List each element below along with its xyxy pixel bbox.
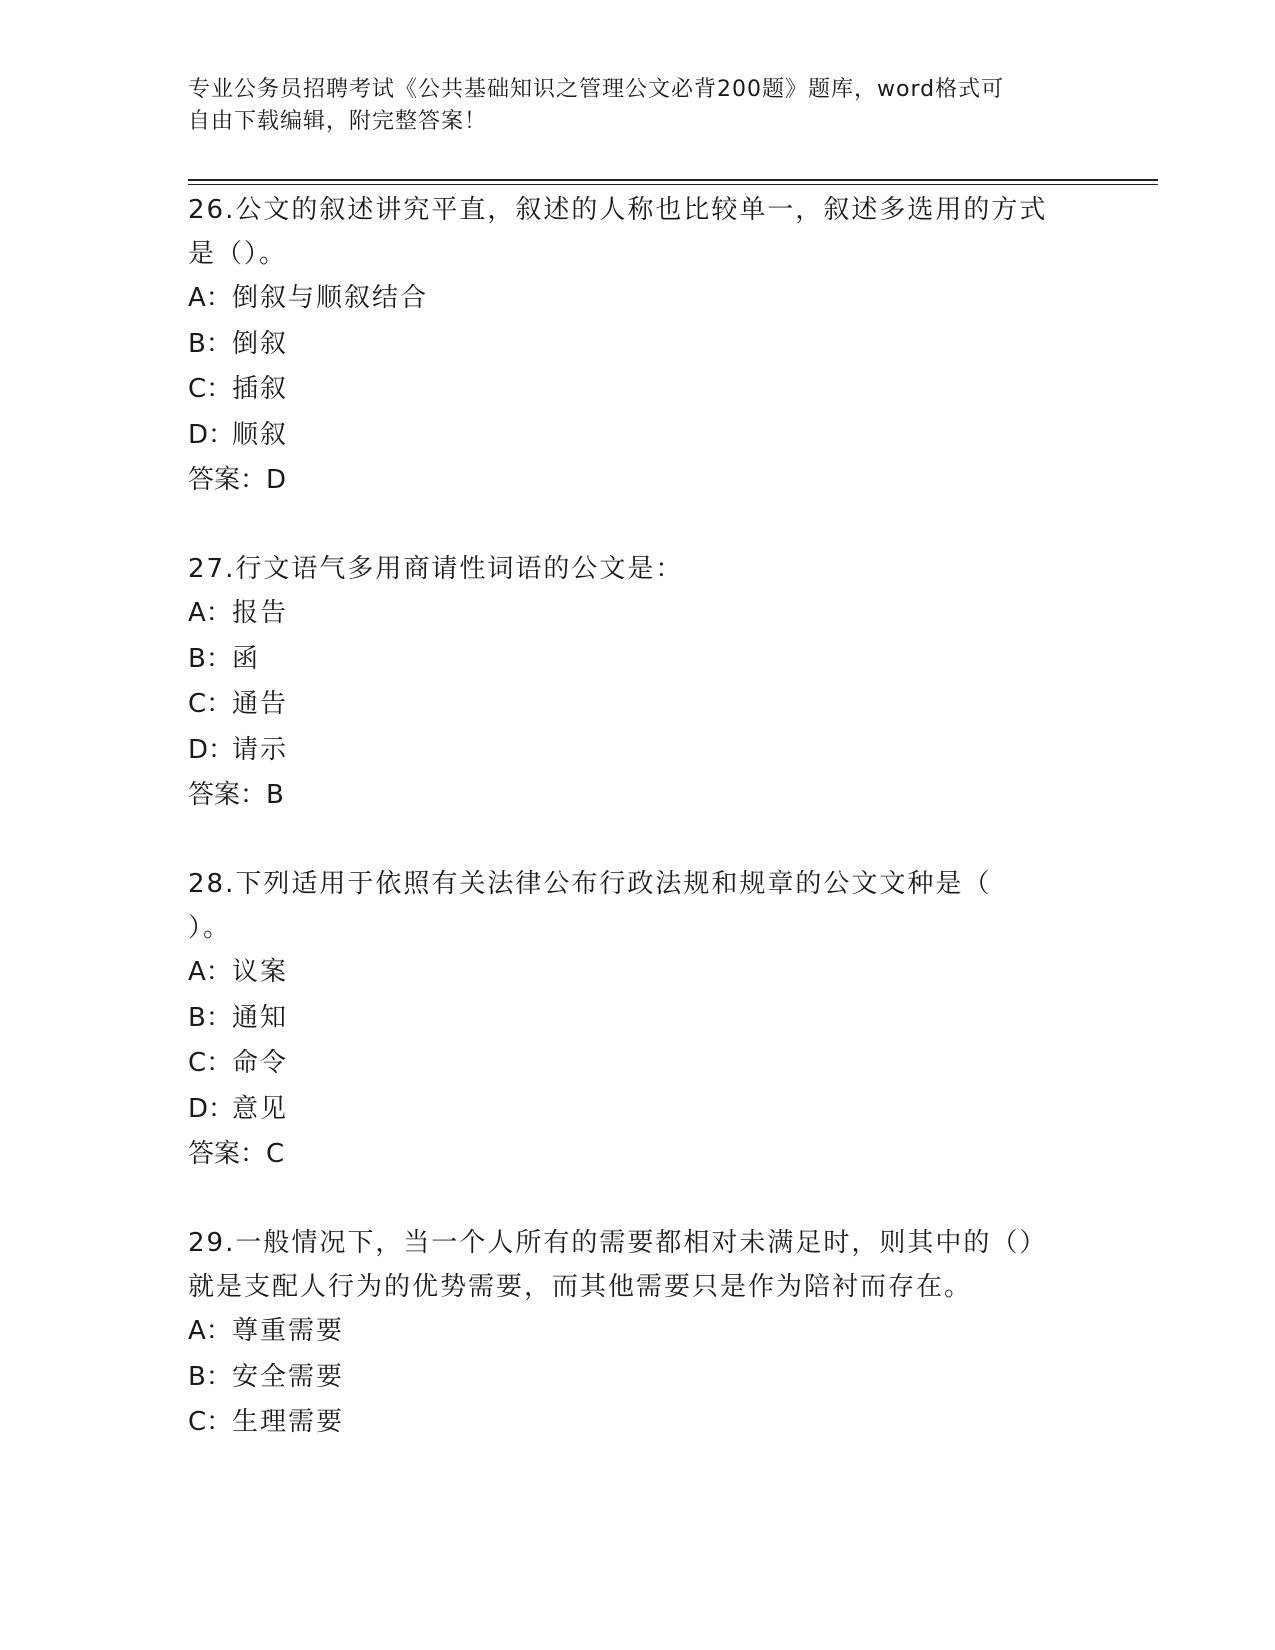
question-stem-line-1: 28.下列适用于依照有关法律公布行政法规和规章的公文文种是（ [188,869,992,899]
question-stem-line-1: 29.一般情况下，当一个人所有的需要都相对未满足时，则其中的（） [188,1228,1048,1258]
option-c [188,367,1088,413]
option-key: B： [188,643,232,674]
option-text: 议案 [232,957,289,987]
option-a [188,950,1088,996]
option-key: B： [188,1002,232,1033]
header-line-1: 专业公务员招聘考试《公共基础知识之管理公文必背200题》题库，word格式可 [188,77,1005,102]
option-b [188,637,1088,683]
header-rule-thick [188,179,1158,181]
option-key: A： [188,957,232,987]
option-text: 生理需要 [232,1407,345,1437]
option-key: C： [188,1407,233,1437]
option-a [188,1309,1088,1355]
option-key: D： [188,734,235,765]
option-text: 通知 [232,1002,289,1033]
answer-line: 答案：D [188,465,287,495]
header-line-2: 自由下载编辑，附完整答案！ [188,109,488,134]
question-stem [188,1221,1088,1309]
option-key: C： [188,374,233,404]
option-text: 意见 [232,1093,289,1124]
option-key: A： [188,283,232,313]
option-key: A： [188,1316,232,1346]
option-text: 函 [232,643,261,674]
question-27 [188,547,1088,817]
option-key: D： [188,1093,235,1124]
header-rule-thin [188,184,1158,185]
question-stem-line-2: 是（）。 [188,239,288,269]
option-text: 请示 [232,734,289,765]
answer-line: 答案：B [188,780,284,810]
answer-line: 答案：C [188,1139,285,1169]
question-stem-line-1: 27.行文语气多用商请性词语的公文是： [188,554,684,584]
question-stem-line-1: 26.公文的叙述讲究平直，叙述的人称也比较单一，叙述多选用的方式 [188,195,1048,225]
option-key: B： [188,1361,232,1392]
option-text: 命令 [232,1048,289,1078]
option-b [188,322,1088,368]
option-b [188,996,1088,1042]
option-c [188,682,1088,728]
option-text: 尊重需要 [232,1316,345,1346]
option-text: 报告 [232,598,289,628]
question-stem [188,862,1088,950]
option-d [188,728,1088,774]
option-key: B： [188,328,232,359]
question-29 [188,1221,1088,1446]
question-26 [188,188,1088,502]
question-stem [188,547,1088,591]
option-key: D： [188,419,235,450]
question-stem-line-2: ）。 [188,913,232,943]
option-a [188,276,1088,322]
option-d [188,413,1088,459]
option-text: 倒叙与顺叙结合 [232,283,429,313]
option-b [188,1355,1088,1401]
question-list [188,188,1088,1446]
option-key: A： [188,598,232,628]
option-text: 通告 [232,689,289,719]
option-d [188,1087,1088,1133]
option-c [188,1041,1088,1087]
question-28 [188,862,1088,1176]
option-text: 插叙 [232,374,289,404]
option-text: 倒叙 [232,328,289,359]
option-key: C： [188,689,233,719]
option-c [188,1400,1088,1446]
question-stem-line-2: 就是支配人行为的优势需要，而其他需要只是作为陪衬而存在。 [188,1272,973,1302]
option-text: 顺叙 [232,419,289,450]
option-key: C： [188,1048,233,1078]
option-text: 安全需要 [232,1361,345,1392]
question-stem [188,188,1088,276]
option-a [188,591,1088,637]
document-header [188,74,1088,138]
